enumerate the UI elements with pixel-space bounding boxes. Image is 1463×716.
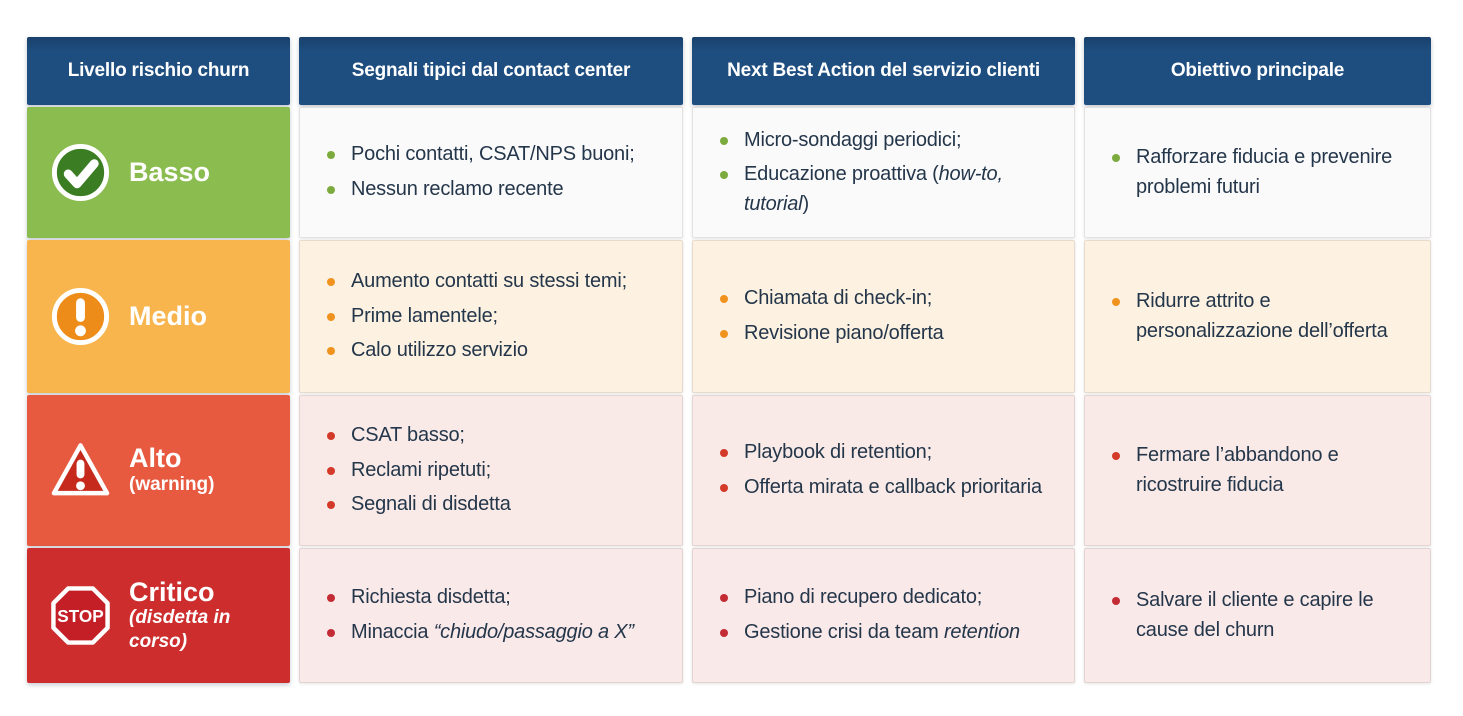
level-text: Basso	[129, 157, 211, 188]
text: Piano di recupero dedicato;	[744, 586, 983, 609]
text: Prime lamentele;	[351, 304, 498, 327]
text: Playbook di retention;	[744, 441, 932, 464]
list-item	[324, 336, 672, 366]
warning-triangle-icon	[49, 439, 112, 502]
italic-text: “chiudo/passaggio a X”	[433, 621, 634, 643]
text: Gestione crisi da team	[744, 621, 944, 643]
text: Pochi contatti, CSAT/NPS buoni;	[351, 143, 635, 166]
check-circle-icon	[49, 141, 112, 204]
list-item	[717, 618, 1064, 648]
list-item	[1109, 441, 1420, 500]
actions-list	[717, 279, 1064, 353]
actions-cell-basso	[692, 107, 1075, 238]
level-label-basso	[129, 158, 210, 186]
list-item	[324, 421, 672, 451]
signals-list	[324, 135, 672, 209]
text: Segnali di disdetta	[351, 493, 511, 516]
text: Calo utilizzo servizio	[351, 339, 528, 362]
level-cell-basso	[27, 107, 290, 238]
text: Minaccia	[351, 621, 434, 643]
text: )	[802, 192, 809, 215]
header-next-best-action: Next Best Action del servizio clienti	[692, 37, 1075, 105]
text: Ridurre attrito e personalizzazione dell’offerta	[1136, 289, 1388, 342]
list-item	[717, 438, 1064, 468]
churn-risk-table	[27, 37, 1431, 683]
exclamation-circle-icon	[49, 285, 112, 348]
text: Reclami ripetuti;	[351, 458, 491, 481]
stop-sign-icon	[49, 584, 112, 647]
text: Micro-sondaggi periodici;	[744, 128, 962, 151]
signals-list	[324, 416, 672, 525]
list-item	[717, 160, 1064, 219]
list-item	[324, 267, 672, 297]
level-cell-medio	[27, 240, 290, 393]
level-text: Medio	[129, 301, 207, 332]
list-item	[324, 583, 672, 613]
actions-cell-critico	[692, 548, 1075, 683]
signals-cell-critico	[299, 548, 683, 683]
list-item	[717, 319, 1064, 349]
objective-cell-critico	[1084, 548, 1431, 683]
objective-list	[1109, 581, 1420, 650]
header-livello-rischio-churn: Livello rischio churn	[27, 37, 290, 105]
list-item	[1109, 287, 1420, 346]
level-label-alto	[129, 444, 215, 496]
italic-text: retention	[943, 621, 1020, 643]
level-text: Critico	[129, 576, 215, 607]
list-item	[324, 175, 672, 205]
level-text: Alto	[129, 443, 182, 474]
list-item	[717, 284, 1064, 314]
signals-list	[324, 262, 672, 371]
objective-cell-alto	[1084, 395, 1431, 546]
text: Salvare il cliente e capire le cause del churn	[1136, 588, 1374, 641]
text: Educazione proattiva (	[744, 163, 939, 186]
text: Revisione piano/offerta	[744, 322, 944, 344]
list-item	[324, 302, 672, 332]
header-obiettivo-principale: Obiettivo principale	[1084, 37, 1431, 105]
objective-list	[1109, 138, 1420, 207]
level-cell-critico	[27, 548, 290, 683]
signals-cell-alto	[299, 395, 683, 546]
text: Nessun reclamo recente	[351, 178, 564, 200]
level-subtext: (disdetta in corso)	[129, 606, 231, 652]
objective-list	[1109, 436, 1420, 505]
list-item	[324, 456, 672, 486]
actions-list	[717, 121, 1064, 225]
list-item	[324, 490, 672, 520]
list-item	[717, 126, 1064, 156]
text: Chiamata di check-in;	[744, 287, 933, 310]
text: Fermare l’abbandono e ricostruire fiducia	[1136, 443, 1339, 496]
level-label-critico	[129, 578, 290, 654]
list-item	[1109, 143, 1420, 202]
stop-sign-text: STOP	[57, 605, 104, 626]
italic-text: how-to, tutorial	[744, 163, 1003, 215]
signals-cell-basso	[299, 107, 683, 238]
objective-cell-medio	[1084, 240, 1431, 393]
text: Rafforzare fiducia e prevenire problemi futuri	[1136, 145, 1392, 198]
objective-cell-basso	[1084, 107, 1431, 238]
actions-list	[717, 433, 1064, 507]
list-item	[324, 140, 672, 170]
list-item	[1109, 586, 1420, 645]
list-item	[717, 473, 1064, 503]
signals-cell-medio	[299, 240, 683, 393]
header-segnali-contact-center: Segnali tipici dal contact center	[299, 37, 683, 105]
actions-list	[717, 578, 1064, 652]
level-subtext: (warning)	[129, 473, 215, 495]
text: Aumento contatti su stessi temi;	[351, 270, 627, 293]
text: CSAT basso;	[351, 424, 465, 447]
objective-list	[1109, 282, 1420, 351]
actions-cell-medio	[692, 240, 1075, 393]
list-item	[324, 618, 672, 648]
list-item	[717, 583, 1064, 613]
level-label-medio	[129, 302, 207, 330]
actions-cell-alto	[692, 395, 1075, 546]
level-cell-alto	[27, 395, 290, 546]
text: Richiesta disdetta;	[351, 586, 511, 609]
signals-list	[324, 578, 672, 652]
text: Offerta mirata e callback prioritaria	[744, 476, 1042, 498]
